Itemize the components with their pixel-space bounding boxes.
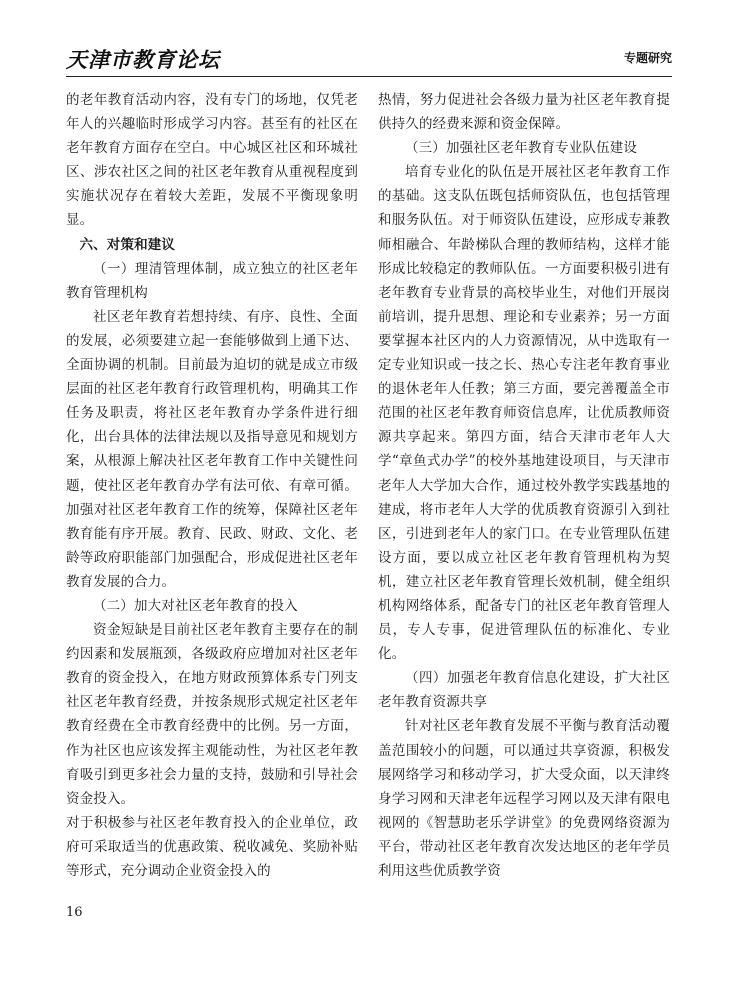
right-column	[378, 88, 670, 883]
paragraph: 培育专业化的队伍是开展社区老年教育工作的基础。这支队伍既包括师资队伍，也包括管理和服务队伍。对于师资队伍建设，应形成专兼教师相融合、年龄梯队合理的教师结构，这样才能形成比较稳定的教师队伍。一方面要积极引进有老年教育专业背景的高校毕业生，对他们开展岗前培训，提升思想、理论和专业素养；另一方面要掌握本社区内的人力资源情况，从中选取有一定专业知识或一技之长、热心专注老年教育事业的退休老年人任教；第三方面，要完善覆盖全市范围的社区老年教育师资信息库，让优质教师资源共享起来。第四方面，结合天津市老年人大学“章鱼式办学”的校外基地建设项目，与天津市老年人大学加大合作，通过校外教学实践基地的建成，将市老年人大学的优质教育资源引入到社区，引进到老年人的家门口。在专业管理队伍建设方面，要以成立社区老年教育管理机构为契机，建立社区老年教育管理长效机制，健全组织机构网络体系，配备专门的社区老年教育管理人员，专人专事，促进管理队伍的标准化、专业化。	[378, 164, 670, 663]
paragraph: 资金短缺是目前社区老年教育主要存在的制约因素和发展瓶颈，各级政府应增加对社区老年教育的资金投入，在地方财政预算体系专门列支社区老年教育经费，并按条规形式规定社区老年教育经费在全市教育经费中的比例。另一方面，作为社区也应该发挥主观能动性，为社区老年教育吸引到更多社会力量的支持，鼓励和引导社会资金投入。	[66, 622, 358, 807]
paragraph-continued: 的老年教育活动内容，没有专门的场地，仅凭老年人的兴趣临时形成学习内容。甚至有的社区在老年教育方面存在空白。中心城区社区和环城社区、涉农社区之间的社区老年教育从重视程度到实施状况存在着较大差距，发展不平衡现象明显。	[66, 92, 358, 229]
paragraph: 对于积极参与社区老年教育投入的企业单位，政府可采取适当的优惠政策、税收减免、奖励补贴等形式，充分调动企业资金投入的	[66, 814, 358, 879]
subsection-heading: （二）加大对社区老年教育的投入	[93, 597, 298, 614]
subsection-heading: （三）加强社区老年教育专业队伍建设	[405, 140, 638, 157]
paragraph: 针对社区老年教育发展不平衡与教育活动覆盖范围较小的问题，可以通过共享资源，积极发展网络学习和移动学习，扩大受众面，以天津终身学习网和天津老年远程学习网以及天津有限电视网的《智慧助老乐学讲堂》的免费网络资源为平台，带动社区老年教育次发达地区的老年学员利用这些优质教学资	[378, 718, 670, 879]
page-header	[66, 44, 672, 74]
journal-logo: 天津市教育论坛	[66, 47, 220, 72]
page-number: 16	[66, 905, 83, 920]
paragraph-continued: 热情，努力促进社会各级力量为社区老年教育提供持久的经费来源和资金保障。	[378, 92, 670, 133]
header-rule	[66, 76, 672, 77]
paragraph: 社区老年教育若想持续、有序、良性、全面的发展，必须要建立起一套能够做到上通下达、全面协调的机制。目前最为迫切的就是成立市级层面的社区老年教育行政管理机构，明确其工作任务及职责，将社区老年教育办学条件进行细化，出台具体的法律法规以及指导意见和规划方案，从根源上解决社区老年教育工作中关键性问题，使社区老年教育办学有法可依、有章可循。加强对社区老年教育工作的统筹，保障社区老年教育能有序开展。教育、民政、财政、文化、老龄等政府职能部门加强配合，形成促进社区老年教育发展的合力。	[66, 308, 358, 590]
section-label: 专题研究	[623, 51, 672, 65]
section-heading: 六、对策和建议	[79, 236, 176, 253]
subsection-heading: （四）加强老年教育信息化建设，扩大社区老年教育资源共享	[378, 670, 670, 711]
left-column	[66, 88, 358, 883]
subsection-heading: （一）理清管理体制，成立独立的社区老年教育管理机构	[66, 260, 358, 301]
